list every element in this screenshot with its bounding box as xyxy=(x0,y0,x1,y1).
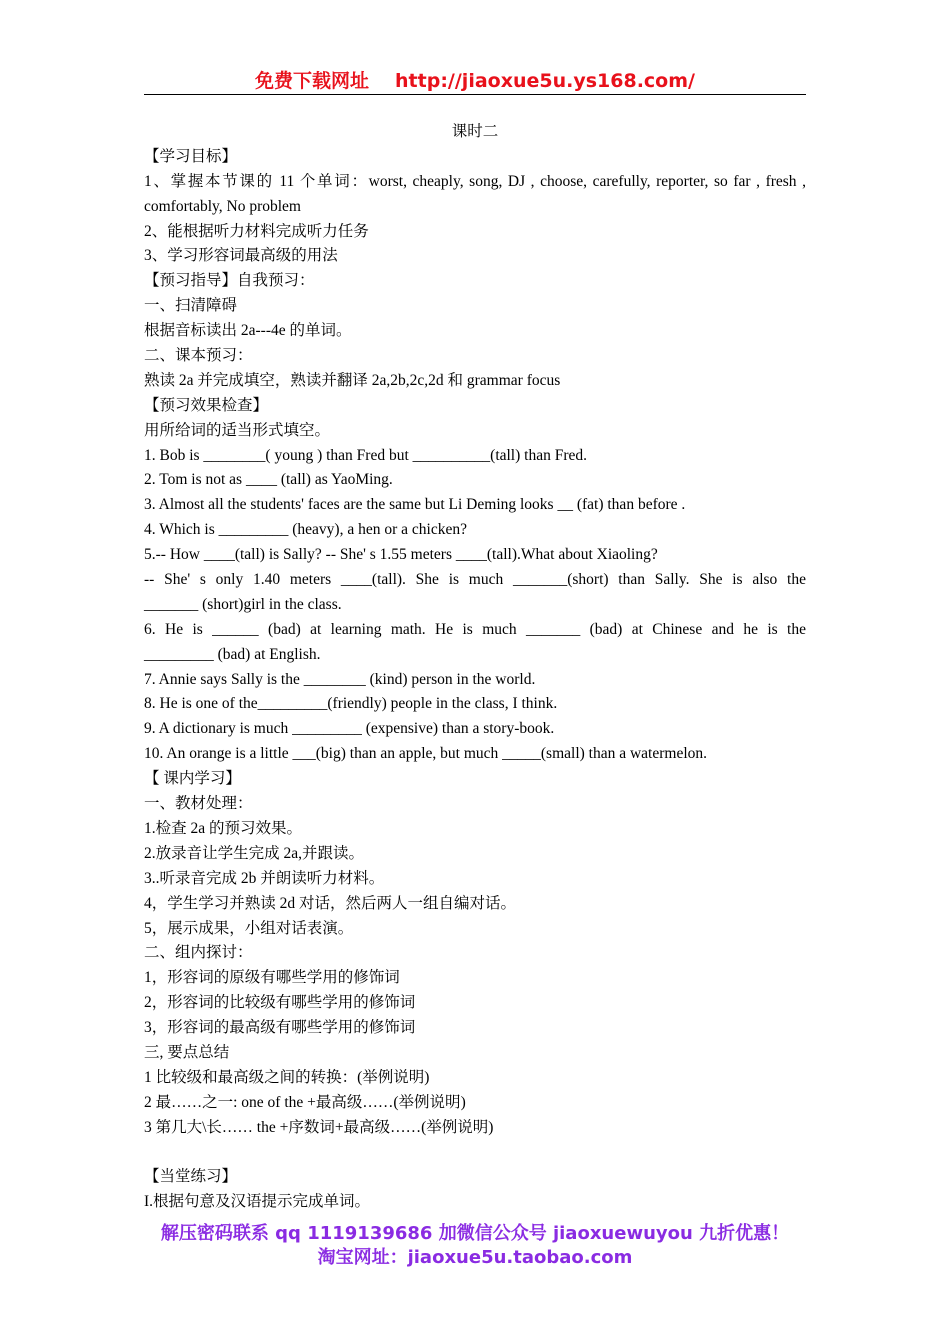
text-line: 3，形容词的最高级有哪些学用的修饰词 xyxy=(144,1019,416,1037)
text-line: 根据音标读出 2a---4e 的单词。 xyxy=(144,322,352,340)
text-line: 1 比较级和最高级之间的转换：(举例说明) xyxy=(144,1068,430,1086)
blank-line xyxy=(144,1141,806,1166)
exercise-line: 3. Almost all the students' faces are the same but Li Deming looks __ (fat) than before . xyxy=(144,496,686,514)
exercise-line: 7. Annie says Sally is the ________ (kind) person in the world. xyxy=(144,670,536,688)
text-line: 1.检查 2a 的预习效果。 xyxy=(144,819,303,837)
section-heading: 【学习目标】 xyxy=(144,147,238,165)
exercise-line: _______ (short)girl in the class. xyxy=(144,595,342,613)
section-heading: 【预习效果检查】 xyxy=(144,396,269,414)
section-heading: 【当堂练习】 xyxy=(144,1168,238,1186)
header-url-link[interactable]: http://jiaoxue5u.ys168.com/ xyxy=(395,70,695,92)
exercise-line: -- She' s only 1.40 meters ____(tall). She is much _______(short) than Sally. She is also the xyxy=(144,571,806,589)
text-line: 三, 要点总结 xyxy=(144,1043,230,1061)
document-body xyxy=(144,120,806,1215)
text-line: 用所给词的适当形式填空。 xyxy=(144,421,331,439)
lesson-title: 课时二 xyxy=(451,123,499,140)
exercise-line: 4. Which is _________ (heavy), a hen or a chicken? xyxy=(144,521,467,539)
text-line: I.根据句意及汉语提示完成单词。 xyxy=(144,1193,371,1211)
text-line: 5，展示成果，小组对话表演。 xyxy=(144,919,354,937)
text-line: 2 最……之一: one of the +最高级……(举例说明) xyxy=(144,1093,466,1111)
header-divider xyxy=(144,94,806,95)
exercise-line: _________ (bad) at English. xyxy=(144,645,321,663)
footer-contact: 解压密码联系 qq 1119139686 加微信公众号 jiaoxuewuyou 九折优惠！ xyxy=(160,1223,790,1244)
exercise-line: 2. Tom is not as ____ (tall) as YaoMing. xyxy=(144,471,393,489)
exercise-line: 5.-- How ____(tall) is Sally? -- She' s 1.55 meters ____(tall).What about Xiaoling? xyxy=(144,546,658,564)
section-heading: 【 课内学习】 xyxy=(144,770,241,788)
text-line: 2.放录音让学生完成 2a,并跟读。 xyxy=(144,844,365,862)
text-line: 一、扫清障碍 xyxy=(144,297,238,315)
text-line: comfortably, No problem xyxy=(144,197,301,215)
exercise-line: 6. He is ______ (bad) at learning math. He is much _______ (bad) at Chinese and he is the xyxy=(144,620,806,638)
text-line: 4，学生学习并熟读 2d 对话，然后两人一组自编对话。 xyxy=(144,894,517,912)
text-line: 熟读 2a 并完成填空，熟读并翻译 2a,2b,2c,2d 和 grammar focus xyxy=(144,371,561,389)
text-line: 3..听录音完成 2b 并朗读听力材料。 xyxy=(144,869,385,887)
download-header xyxy=(144,66,806,94)
text-line: 3 第几大\长…… the +序数词+最高级……(举例说明) xyxy=(144,1118,494,1136)
text-line: 2、能根据听力材料完成听力任务 xyxy=(144,222,369,240)
footer-shop-link[interactable]: 淘宝网址：jiaoxue5u.taobao.com xyxy=(317,1247,633,1268)
text-line: 2，形容词的比较级有哪些学用的修饰词 xyxy=(144,994,416,1012)
section-heading: 【预习指导】自我预习： xyxy=(144,272,315,290)
exercise-line: 8. He is one of the_________(friendly) people in the class, I think. xyxy=(144,695,558,713)
text-line: 1、掌握本节课的 11 个单词：worst, cheaply, song, DJ , choose, carefully, reporter, so far , fresh , xyxy=(144,172,806,190)
text-line: 3、学习形容词最高级的用法 xyxy=(144,247,338,265)
text-line: 1，形容词的原级有哪些学用的修饰词 xyxy=(144,969,400,987)
text-line: 二、课本预习： xyxy=(144,347,253,365)
exercise-line: 9. A dictionary is much _________ (expensive) than a story-book. xyxy=(144,720,555,738)
text-line: 二、组内探讨： xyxy=(144,944,253,962)
exercise-line: 1. Bob is ________( young ) than Fred but __________(tall) than Fred. xyxy=(144,446,587,464)
text-line: 一、教材处理： xyxy=(144,795,253,813)
exercise-line: 10. An orange is a little ___(big) than an apple, but much _____(small) than a watermelon. xyxy=(144,745,708,763)
header-label: 免费下载网址 xyxy=(255,70,370,92)
